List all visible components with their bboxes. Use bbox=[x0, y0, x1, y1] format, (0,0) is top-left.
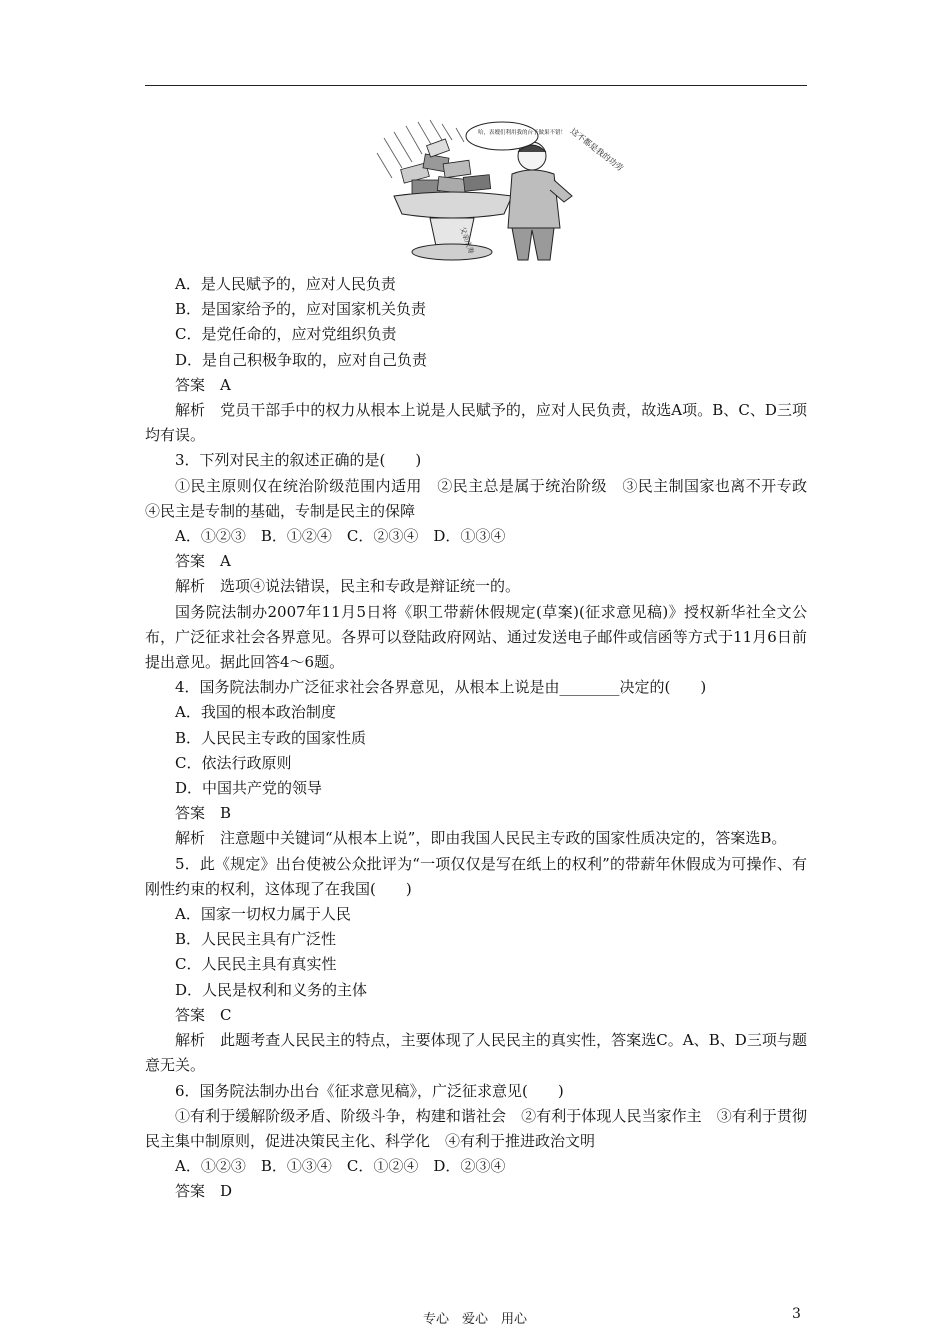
page-number: 3 bbox=[792, 1306, 801, 1322]
explanation: 解析 注意题中关键词“从根本上说”，即由我国人民民主专政的国家性质决定的，答案选B。 bbox=[175, 829, 787, 848]
option-b: B．人民民主专政的国家性质 bbox=[175, 728, 367, 747]
question-3-options: A．①②③ B．①②④ C．②③④ D．①③④ bbox=[175, 527, 506, 546]
question-3: 3．下列对民主的叙述正确的是( ) bbox=[175, 451, 422, 470]
question-5: 5．此《规定》出台使被公众批评为“一项仅仅是写在纸上的权利”的带薪年休假成为可操作、有刚性约束的权利，这体现了在我国( ) bbox=[145, 854, 807, 898]
option-b: B．人民民主具有广泛性 bbox=[175, 930, 337, 949]
page-footer: 专心 爱心 用心 bbox=[422, 1312, 527, 1327]
cartoon-side-text: 这不都是我的功劳 bbox=[568, 126, 625, 173]
answer: 答案 A bbox=[175, 552, 231, 571]
answer: 答案 D bbox=[175, 1182, 233, 1201]
option-c: C．是党任命的，应对党组织负责 bbox=[175, 325, 397, 344]
question-6: 6．国务院法制办出台《征求意见稿》，广泛征求意见( ) bbox=[175, 1081, 564, 1100]
cartoon-illustration bbox=[372, 118, 625, 266]
question-4: 4．国务院法制办广泛征求社会各界意见，从根本上说是由________决定的( ) bbox=[175, 678, 707, 697]
answer: 答案 B bbox=[175, 804, 232, 823]
option-c: C．人民民主具有真实性 bbox=[175, 955, 337, 974]
explanation: 解析 选项④说法错误，民主和专政是辩证统一的。 bbox=[175, 577, 521, 596]
explanation: 解析 党员干部手中的权力从根本上说是人民赋予的，应对人民负责，故选A项。B、C、D三项均有误。 bbox=[145, 401, 807, 445]
speech-bubble-text: 哈，表嫂们利用我的台子做果不错！ bbox=[478, 130, 567, 136]
option-d: D．人民是权利和义务的主体 bbox=[175, 980, 368, 999]
pedestal-label: 父亲庆寿 bbox=[458, 225, 476, 255]
question-content bbox=[145, 272, 823, 1205]
answer: 答案 C bbox=[175, 1005, 232, 1024]
question-6-options: A．①②③ B．①③④ C．①②④ D．②③④ bbox=[175, 1157, 506, 1176]
option-d: D．中国共产党的领导 bbox=[175, 779, 323, 798]
question-3-statements: ①民主原则仅在统治阶级范围内适用 ②民主总是属于统治阶级 ③民主制国家也离不开专政 ④民主是专制的基础，专制是民主的保障 bbox=[145, 476, 823, 520]
material-passage: 国务院法制办2007年11月5日将《职工带薪休假规定(草案)(征求意见稿)》授权新华社全文公布，广泛征求社会各界意见。各界可以登陆政府网站、通过发送电子邮件或信函等方式于11月6日前提出意见。据此回答4～6题。 bbox=[145, 602, 807, 672]
option-a: A．国家一切权力属于人民 bbox=[175, 905, 351, 924]
option-d: D．是自己积极争取的，应对自己负责 bbox=[175, 350, 428, 369]
option-c: C．依法行政原则 bbox=[175, 753, 292, 772]
option-a: A．是人民赋予的，应对人民负责 bbox=[175, 275, 396, 293]
question-6-statements: ①有利于缓解阶级矛盾、阶级斗争，构建和谐社会 ②有利于体现人民当家作主 ③有利于贯彻民主集中制原则，促进决策民主化、科学化 ④有利于推进政治文明 bbox=[145, 1106, 807, 1150]
option-b: B．是国家给予的，应对国家机关负责 bbox=[175, 300, 427, 319]
answer: 答案 A bbox=[175, 375, 231, 394]
header-rule bbox=[145, 85, 807, 86]
explanation: 解析 此题考查人民民主的特点，主要体现了人民民主的真实性，答案选C。A、B、D三项与题意无关。 bbox=[145, 1031, 807, 1075]
option-a: A．我国的根本政治制度 bbox=[175, 703, 336, 722]
